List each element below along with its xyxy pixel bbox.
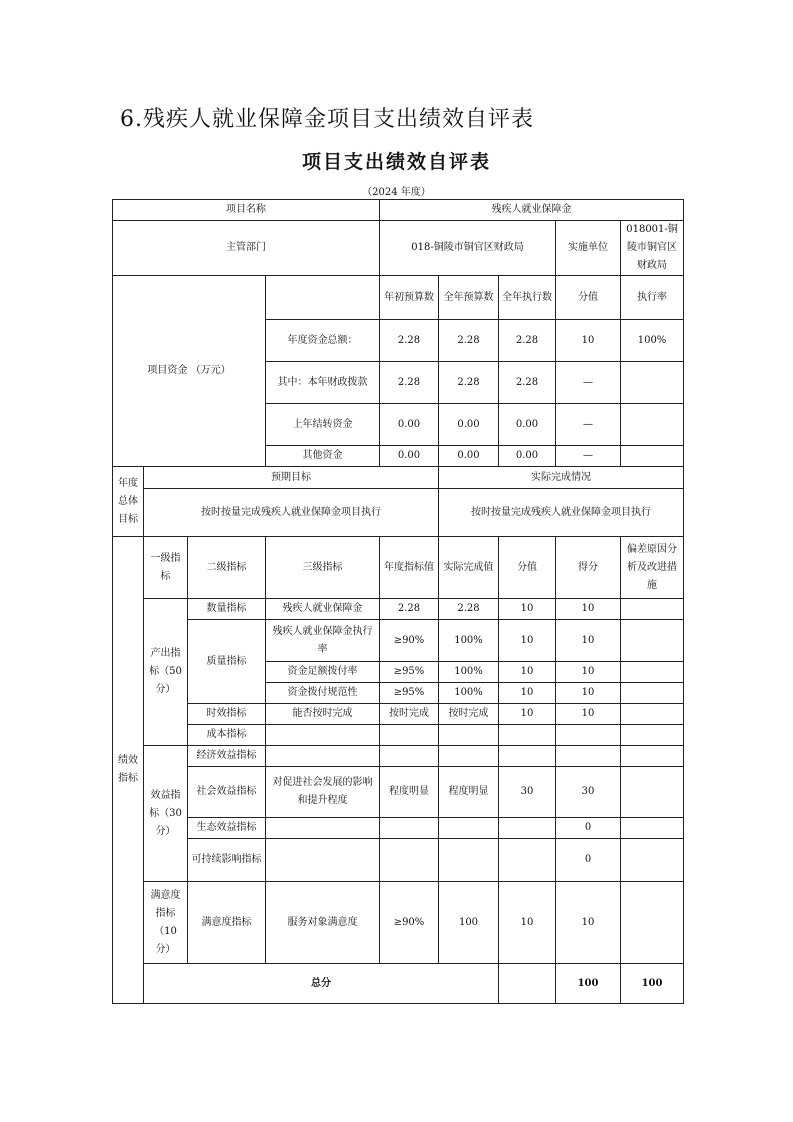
indicator-actual: 100 [439,882,499,964]
self-evaluation-table [112,199,684,1004]
page-title: 项目支出绩效自评表 [301,151,491,173]
indicator-l2: 满意度指标 [188,882,266,964]
indicator-target: 程度明显 [380,767,439,818]
funds-row-initial: 2.28 [380,362,439,404]
total-blank [499,964,556,1004]
funds-header-initial-budget: 年初预算数 [380,276,439,320]
total-got: 100 [621,964,684,1004]
unit-value: 018001-铜陵市铜官区财政局 [621,221,684,276]
indicator-actual [439,839,499,882]
indicator-score: 30 [499,767,556,818]
funds-row-initial: 0.00 [380,404,439,446]
indicator-target: 2.28 [380,599,439,620]
indicator-actual [439,725,499,746]
indicator-score: 10 [499,683,556,704]
indicator-score [499,725,556,746]
unit-label: 实施单位 [556,221,621,276]
indicator-l3 [266,725,380,746]
indicator-target: ≥90% [380,620,439,662]
funds-row-name: 其中：本年财政拨款 [266,362,380,404]
indicator-got [556,746,621,767]
funds-header-rate: 执行率 [621,276,684,320]
indicator-l3: 服务对象满意度 [266,882,380,964]
project-name-label: 项目名称 [113,200,380,221]
indicator-l3: 资金拨付规范性 [266,683,380,704]
indicator-l2: 时效指标 [188,704,266,725]
indicator-l2: 数量指标 [188,599,266,620]
indicator-got: 10 [556,683,621,704]
indicator-actual: 100% [439,683,499,704]
funds-row-score: — [556,446,621,467]
indicator-l3: 能否按时完成 [266,704,380,725]
department-value: 018-铜陵市铜官区财政局 [380,221,556,276]
indicator-got: 0 [556,839,621,882]
funds-row-executed: 0.00 [499,446,556,467]
indicator-score: 10 [499,599,556,620]
indicator-target [380,746,439,767]
indicator-l3: 残疾人就业保障金 [266,599,380,620]
indicator-deviation [621,839,684,882]
department-label: 主管部门 [113,221,380,276]
indicator-actual: 按时完成 [439,704,499,725]
indicator-target [380,839,439,882]
quality-indicator-label: 质量指标 [188,620,266,704]
indicator-score [499,839,556,882]
funds-label: 项目资金 （万元） [113,276,266,467]
indicator-deviation [621,882,684,964]
indicator-actual [439,746,499,767]
indicator-actual: 程度明显 [439,767,499,818]
indicator-got: 10 [556,662,621,683]
perf-header-target: 年度指标值 [380,537,439,599]
indicator-l3: 对促进社会发展的影响和提升程度 [266,767,380,818]
total-label: 总分 [144,964,499,1004]
indicator-deviation [621,662,684,683]
indicator-l3 [266,746,380,767]
funds-row-score: — [556,404,621,446]
funds-row-score: — [556,362,621,404]
funds-row-annual: 2.28 [439,320,499,362]
indicator-score: 10 [499,882,556,964]
indicator-deviation [621,683,684,704]
indicator-deviation [621,725,684,746]
indicator-target [380,818,439,839]
indicator-l2: 社会效益指标 [188,767,266,818]
indicator-actual: 100% [439,620,499,662]
indicator-target: ≥95% [380,683,439,704]
indicator-target: ≥95% [380,662,439,683]
perf-header-deviation: 偏差原因分析及改进措施 [621,537,684,599]
perf-header-l2: 二级指标 [188,537,266,599]
indicator-score [499,818,556,839]
output-indicator-label: 产出指标（50分） [144,599,188,746]
funds-row-annual: 0.00 [439,446,499,467]
expected-goal-text: 按时按量完成残疾人就业保障金项目执行 [144,489,439,537]
funds-row-rate [621,404,684,446]
indicator-l2: 经济效益指标 [188,746,266,767]
funds-row-executed: 2.28 [499,320,556,362]
indicator-l3: 残疾人就业保障金执行率 [266,620,380,662]
funds-row-rate: 100% [621,320,684,362]
benefit-indicator-label: 效益指标（30分） [144,746,188,882]
actual-completion-text: 按时按量完成残疾人就业保障金项目执行 [439,489,684,537]
indicator-score: 10 [499,662,556,683]
funds-row-initial: 2.28 [380,320,439,362]
performance-label: 绩效指标 [113,537,144,1004]
indicator-l2: 可持续影响指标 [188,839,266,882]
funds-header-score: 分值 [556,276,621,320]
funds-row-rate [621,446,684,467]
actual-completion-label: 实际完成情况 [439,467,684,489]
perf-header-l3: 三级指标 [266,537,380,599]
total-score: 100 [556,964,621,1004]
indicator-deviation [621,818,684,839]
indicator-target: 按时完成 [380,704,439,725]
indicator-actual: 2.28 [439,599,499,620]
indicator-deviation [621,767,684,818]
funds-row-annual: 0.00 [439,404,499,446]
expected-goal-label: 预期目标 [144,467,439,489]
perf-header-actual: 实际完成值 [439,537,499,599]
report-year: （2024 年度） [362,187,431,198]
indicator-l2: 成本指标 [188,725,266,746]
indicator-actual [439,818,499,839]
funds-row-name: 其他资金 [266,446,380,467]
perf-header-got: 得分 [556,537,621,599]
perf-header-score: 分值 [499,537,556,599]
indicator-l2: 生态效益指标 [188,818,266,839]
indicator-actual: 100% [439,662,499,683]
indicator-got: 10 [556,704,621,725]
funds-header-annual-budget: 全年预算数 [439,276,499,320]
annual-goal-label: 年度总体目标 [113,467,144,537]
funds-row-executed: 0.00 [499,404,556,446]
indicator-score: 10 [499,704,556,725]
indicator-score: 10 [499,620,556,662]
indicator-l3 [266,818,380,839]
indicator-l3 [266,839,380,882]
indicator-got [556,725,621,746]
indicator-got: 30 [556,767,621,818]
section-heading: 6.残疾人就业保障金项目支出绩效自评表 [120,107,534,132]
indicator-deviation [621,620,684,662]
funds-row-name: 年度资金总额： [266,320,380,362]
funds-row-initial: 0.00 [380,446,439,467]
funds-row-name: 上年结转资金 [266,404,380,446]
funds-row-rate [621,362,684,404]
indicator-got: 10 [556,599,621,620]
indicator-deviation [621,704,684,725]
funds-row-executed: 2.28 [499,362,556,404]
indicator-got: 0 [556,818,621,839]
indicator-target [380,725,439,746]
funds-row-annual: 2.28 [439,362,499,404]
indicator-got: 10 [556,620,621,662]
funds-header-executed: 全年执行数 [499,276,556,320]
indicator-target: ≥90% [380,882,439,964]
project-name-value: 残疾人就业保障金 [380,200,684,221]
funds-row-score: 10 [556,320,621,362]
indicator-deviation [621,746,684,767]
perf-header-l1: 一级指标 [144,537,188,599]
indicator-l3: 资金足额拨付率 [266,662,380,683]
satisfaction-indicator-label: 满意度指标（10分） [144,882,188,964]
indicator-deviation [621,599,684,620]
indicator-score [499,746,556,767]
funds-header-blank [266,276,380,320]
indicator-got: 10 [556,882,621,964]
